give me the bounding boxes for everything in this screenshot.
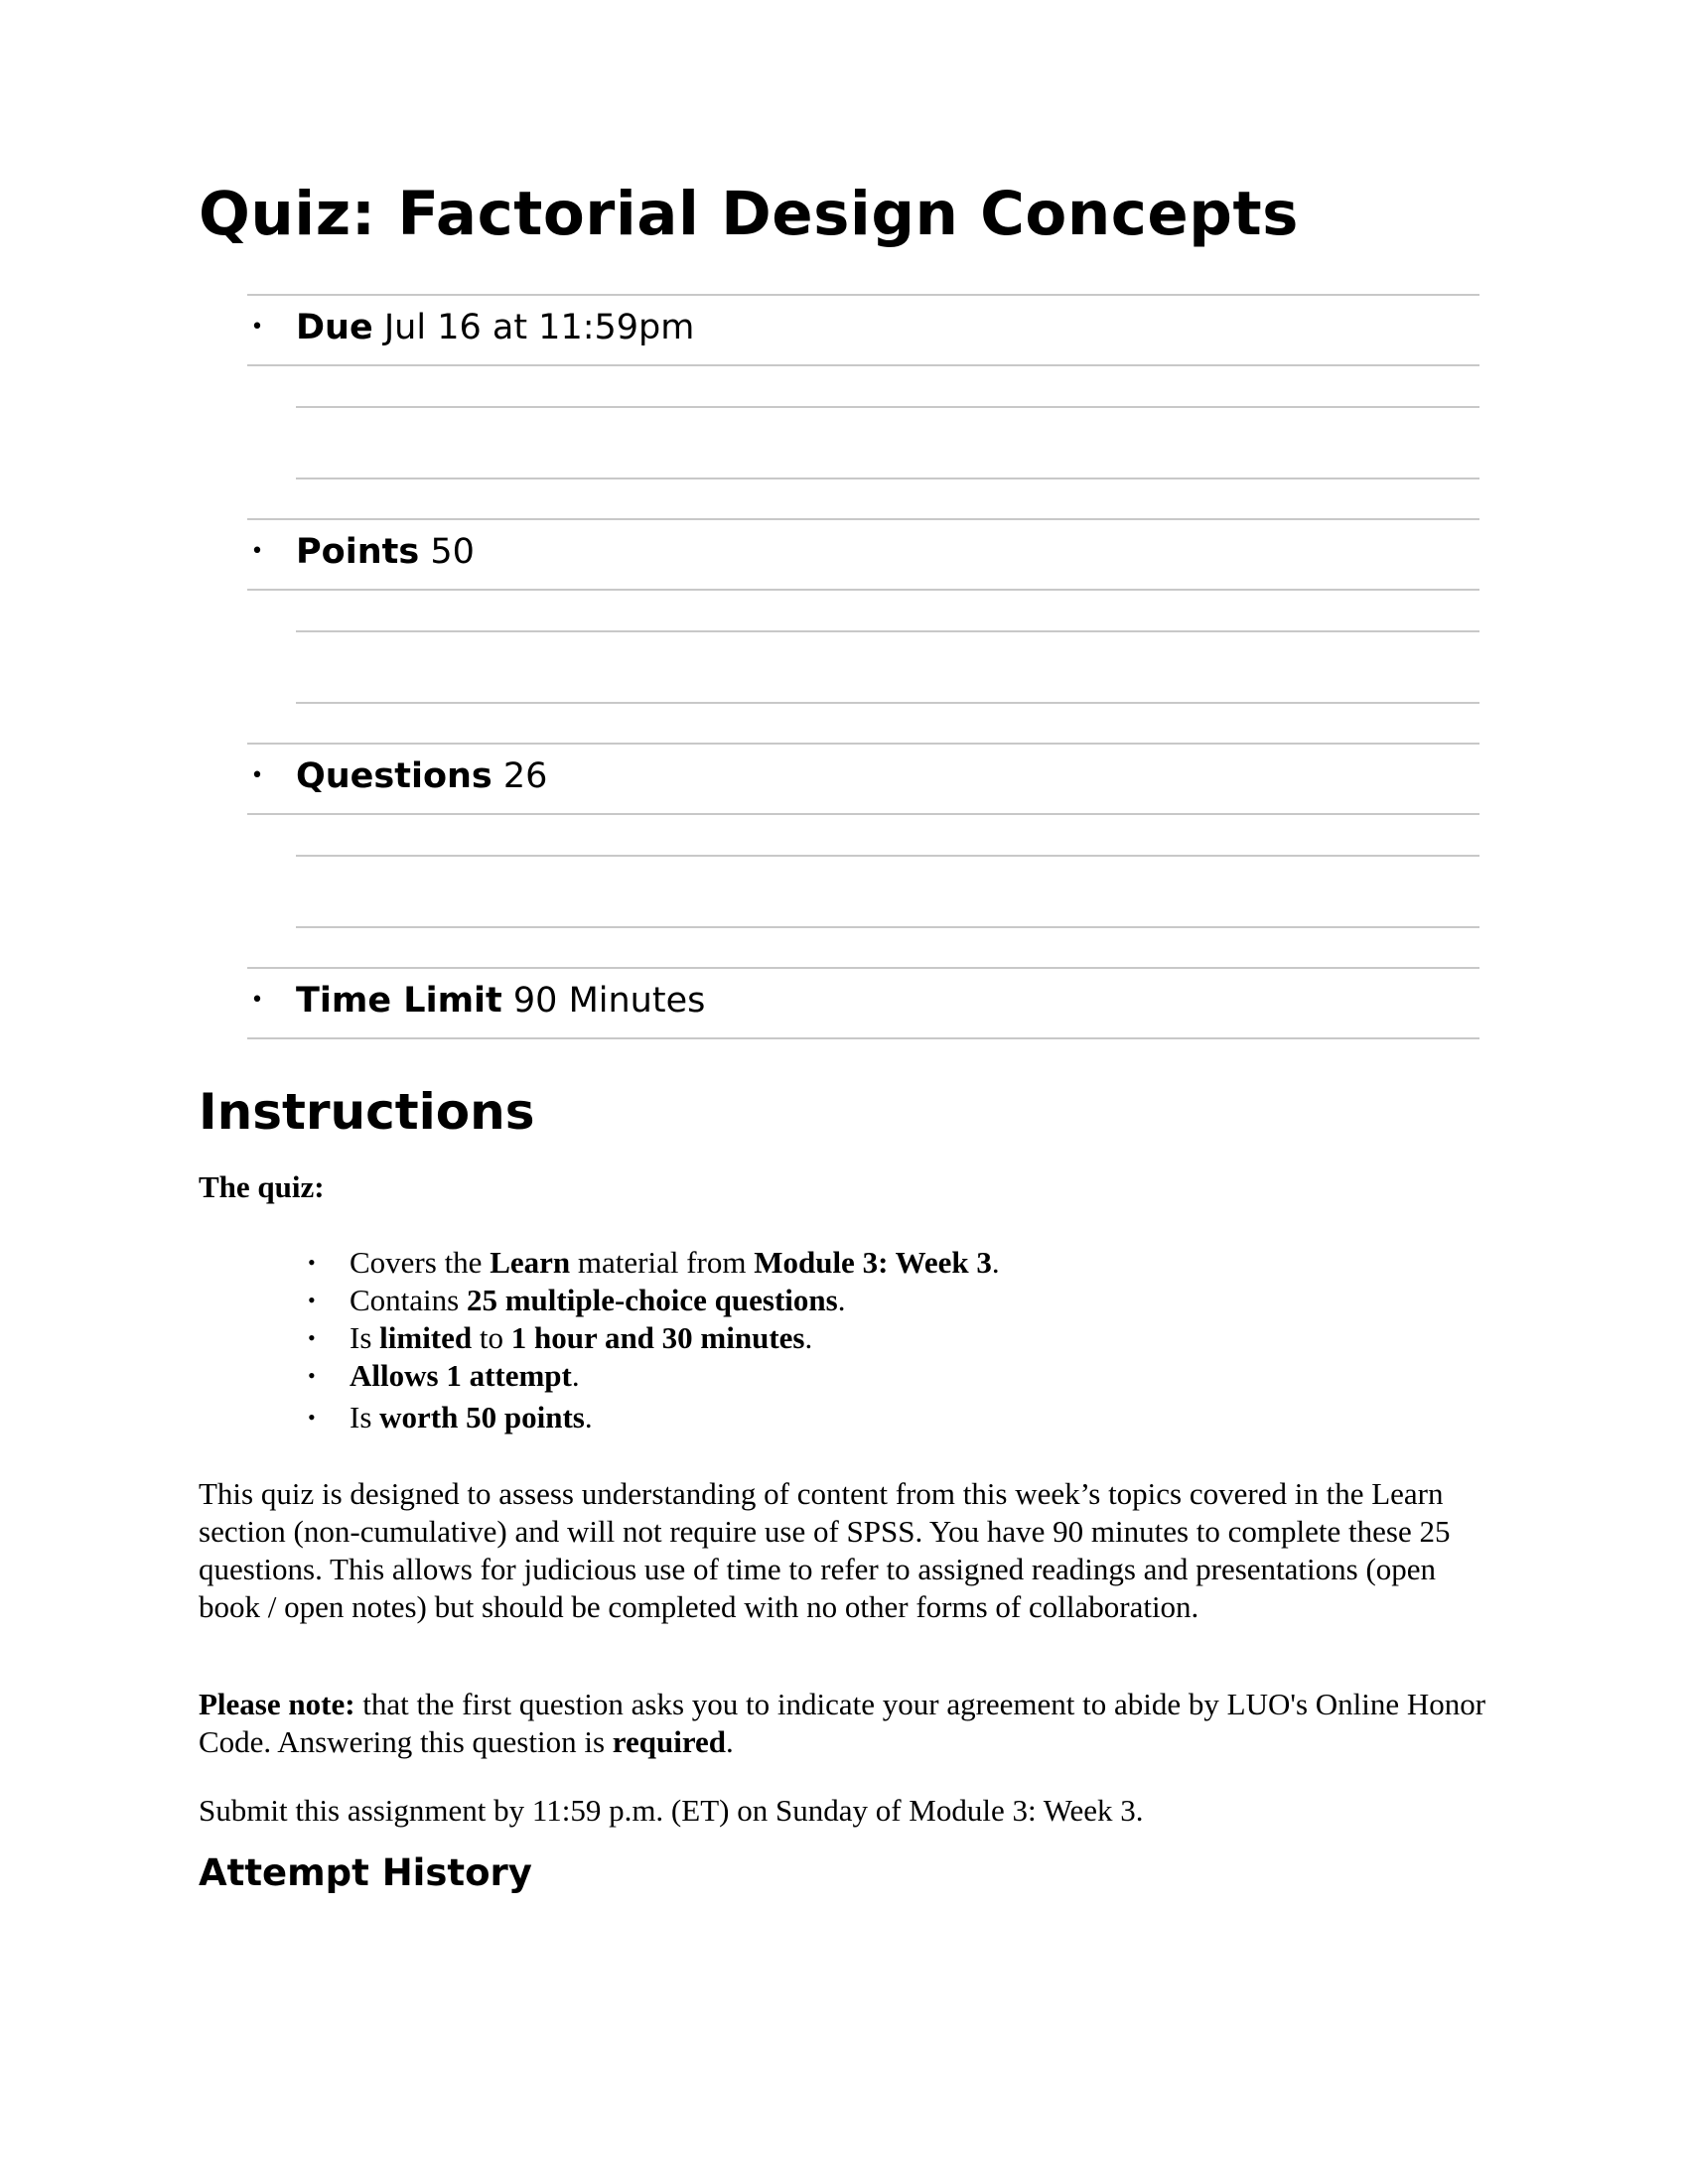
item-bold: Learn — [490, 1245, 571, 1280]
detail-content — [296, 756, 547, 796]
item-text: Is — [350, 1320, 380, 1355]
bullet-icon: • — [250, 539, 264, 564]
note-bold: required — [612, 1724, 727, 1759]
bullet-icon: • — [308, 1405, 316, 1430]
instructions-heading: Instructions — [199, 1083, 535, 1141]
item-text: Covers the — [350, 1245, 491, 1280]
note-text: that the first question asks you to indicate your agreement to abide by LUO's Online Honor Code. Answering this question is — [199, 1687, 1486, 1759]
item-bold: 25 multiple-choice questions — [466, 1283, 838, 1317]
bullet-icon: • — [308, 1250, 316, 1275]
note-label: Please note: — [199, 1687, 355, 1721]
item-bold: 1 hour and 30 minutes — [510, 1320, 805, 1355]
list-item — [298, 1319, 1000, 1357]
bullet-icon: • — [250, 988, 264, 1013]
bullet-icon: • — [250, 315, 264, 340]
divider — [247, 294, 1479, 296]
detail-label: Time Limit — [296, 981, 502, 1021]
detail-value: 50 — [430, 532, 475, 572]
detail-value: Jul 16 at 11:59pm — [383, 308, 695, 347]
divider — [247, 1037, 1479, 1039]
item-bold: Module 3: Week 3 — [754, 1245, 992, 1280]
detail-label: Questions — [296, 756, 492, 796]
item-text: . — [837, 1283, 846, 1317]
bullet-icon: • — [250, 763, 264, 788]
item-text: Is — [350, 1400, 380, 1434]
list-item — [298, 1399, 1000, 1436]
item-bold: Allows 1 attempt — [350, 1358, 572, 1393]
divider — [247, 743, 1479, 745]
note-end: . — [726, 1724, 734, 1759]
description-paragraph: This quiz is designed to assess understanding of content from this week’s topics covered in the Learn section (non-cumulative) and will not require use of SPSS. You have 90 minutes to complete these 25 questions. This allows for judicious use of time to refer to assigned readings and presentations (open book / open notes) but should be completed with no other forms of collaboration. — [199, 1476, 1451, 1624]
item-text: to — [472, 1320, 511, 1355]
detail-value: 26 — [502, 756, 548, 796]
divider — [296, 630, 1479, 632]
page-title: Quiz: Factorial Design Concepts — [199, 179, 1299, 249]
divider — [247, 967, 1479, 969]
submit-paragraph: Submit this assignment by 11:59 p.m. (ET) on Sunday of Module 3: Week 3. — [199, 1793, 1144, 1828]
divider — [247, 364, 1479, 366]
item-text: material from — [570, 1245, 755, 1280]
item-text: . — [571, 1358, 580, 1393]
divider — [296, 702, 1479, 704]
detail-label: Points — [296, 532, 420, 572]
divider — [247, 813, 1479, 815]
detail-value: 90 Minutes — [512, 981, 706, 1021]
item-bold: limited — [379, 1320, 473, 1355]
bullet-icon: • — [308, 1363, 316, 1388]
item-text: . — [584, 1400, 593, 1434]
requirements-list — [298, 1244, 1000, 1436]
item-bold: worth 50 points — [379, 1400, 585, 1434]
divider — [296, 478, 1479, 479]
divider — [296, 855, 1479, 857]
attempt-history-heading: Attempt History — [199, 1851, 532, 1894]
item-text: . — [804, 1320, 813, 1355]
list-item — [298, 1282, 1000, 1319]
detail-content — [296, 532, 475, 572]
detail-label: Due — [296, 308, 373, 347]
list-item — [298, 1244, 1000, 1282]
divider — [247, 518, 1479, 520]
note-paragraph — [199, 1686, 1489, 1761]
detail-content — [296, 308, 694, 347]
item-text: Contains — [350, 1283, 467, 1317]
divider — [296, 406, 1479, 408]
item-text: . — [991, 1245, 1000, 1280]
divider — [296, 926, 1479, 928]
list-item — [298, 1357, 1000, 1395]
divider — [247, 589, 1479, 591]
detail-content — [296, 981, 705, 1021]
bullet-icon: • — [308, 1288, 316, 1312]
bullet-icon: • — [308, 1325, 316, 1350]
instructions-lead: The quiz: — [199, 1169, 325, 1204]
